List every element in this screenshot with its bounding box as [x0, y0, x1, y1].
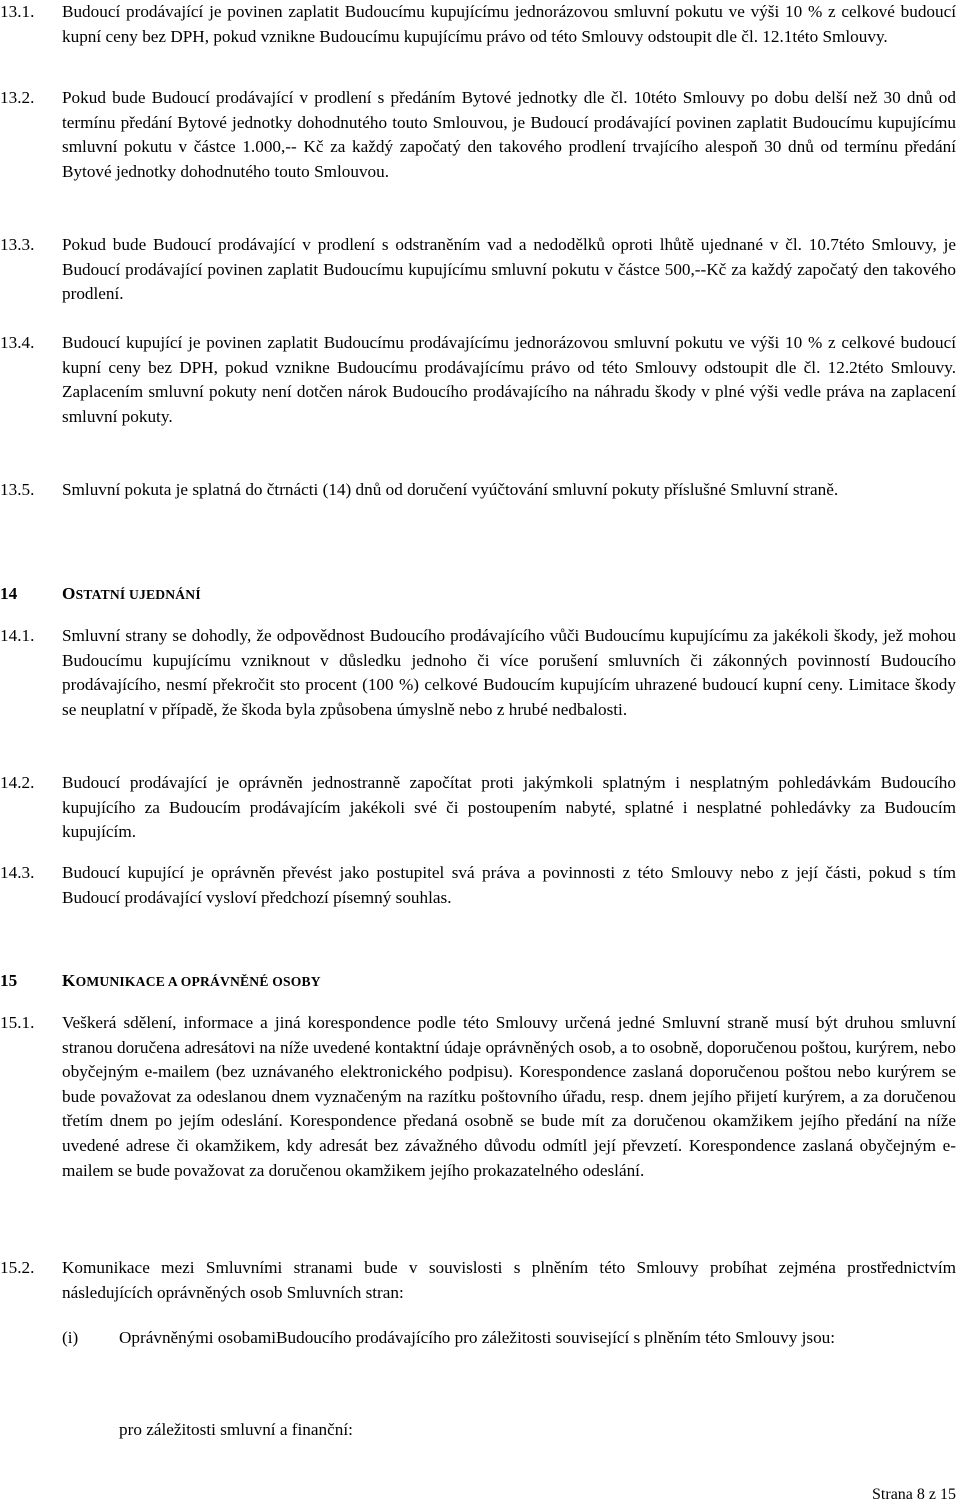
paragraph-text: Veškerá sdělení, informace a jiná korespondence podle této Smlouvy určená jedné Smluvní straně musí být druhou smluvní stranou doručena adresátovi na níže uvedené kontaktní údaje oprávněných osob, a to osobně, doporučenou poštou, kurýrem, nebo obyčejným e-mailem (bez uznávaného elektronického podpisu). Korespondence zaslaná doporučenou poštou nebo kurýrem se bude považovat za odeslanou dnem vyznačeným na razítku poštovního úřadu, resp. dnem jejího přijetí kurýrem, a za doručenou třetím dnem po jejím odeslání. Korespondence předaná osobně se bude mít za doručenou okamžikem jejího předání na níže uvedené adrese či okamžikem, kdy adresát bez závažného důvodu odmítl její převzetí. Korespondence zaslaná obyčejným e-mailem se bude považovat za doručenou okamžikem jejího prokazatelného odeslání. — [62, 1013, 956, 1180]
paragraph-15-1 — [0, 1011, 956, 1183]
paragraph-number: 13.1. — [0, 2, 35, 21]
subitem-text: Oprávněnými osobamiBudoucího prodávajícího pro záležitosti související s plněním této Smlouvy jsou: — [119, 1328, 836, 1347]
paragraph-text: Budoucí kupující je povinen zaplatit Budoucímu prodávajícímu jednorázovou smluvní pokutu ve výši 10 % z celkové budoucí kupní ceny bez DPH, pokud vznikne Budoucímu prodávajícímu právo od této Smlouvy odstoupit dle čl. 12.2této Smlouvy. Zaplacením smluvní pokuty není dotčen nárok Budoucího prodávajícího na náhradu škody v plné výši vedle práva na zaplacení smluvní pokuty. — [62, 333, 956, 426]
paragraph-text: Budoucí prodávající je povinen zaplatit Budoucímu kupujícímu jednorázovou smluvní pokutu ve výši 10 % z celkové budoucí kupní ceny bez DPH, pokud vznikne Budoucímu kupujícímu právo od této Smlouvy odstoupit dle čl. 12.1této Smlouvy. — [62, 2, 956, 46]
paragraph-text: Budoucí prodávající je oprávněn jednostranně započítat proti jakýmkoli splatným i nesplatným pohledávkám Budoucího kupujícího za Budoucím prodávajícím jakékoli své či postoupením nabyté, splatné i nesplatné pohledávky za Budoucím kupujícím. — [62, 773, 956, 842]
section-title: KOMUNIKACE A OPRÁVNĚNÉ OSOBY — [62, 971, 321, 990]
paragraph-text: Pokud bude Budoucí prodávající v prodlení s předáním Bytové jednotky dle čl. 10této Smlouvy po dobu delší než 30 dnů od termínu předání Bytové jednotky dohodnutého touto Smlouvou, je Budoucí prodávající povinen zaplatit Budoucímu kupujícímu smluvní pokutu v částce 1.000,-- Kč za každý započatý den takového prodlení trvajícího alespoň 30 dnů od termínu předání Bytové jednotky dohodnutého touto Smlouvou. — [62, 88, 956, 181]
paragraph-14-3 — [0, 861, 956, 910]
paragraph-text: Smluvní strany se dohodly, že odpovědnost Budoucího prodávajícího vůči Budoucímu kupujícímu za jakékoli škody, jež mohou Budoucímu kupujícímu vzniknout v důsledku jednoho či více porušení smluvních či zákonných povinností Budoucího prodávajícího, nesmí překročit sto procent (100 %) celkové Budoucím kupujícím uhrazené budoucí kupní ceny. Limitace škody se neuplatní v případě, že škoda byla způsobena úmyslně nebo z hrubé nedbalosti. — [62, 626, 956, 719]
section-title: OSTATNÍ UJEDNÁNÍ — [62, 584, 201, 603]
plain-line: pro záležitosti smluvní a finanční: — [119, 1420, 353, 1439]
paragraph-13-1 — [0, 0, 956, 49]
paragraph-13-5 — [0, 478, 956, 503]
paragraph-number: 14.2. — [0, 773, 35, 792]
paragraph-number: 13.5. — [0, 480, 35, 499]
paragraph-13-3 — [0, 233, 956, 307]
paragraph-number: 14.3. — [0, 863, 35, 882]
paragraph-number: 15.1. — [0, 1013, 35, 1032]
paragraph-number: 13.3. — [0, 235, 35, 254]
paragraph-14-1 — [0, 624, 956, 722]
subitem-i — [62, 1326, 956, 1351]
paragraph-15-2 — [0, 1256, 956, 1305]
paragraph-13-4 — [0, 331, 956, 429]
paragraph-text: Budoucí kupující je oprávněn převést jako postupitel svá práva a povinnosti z této Smlouvy nebo z její části, pokud s tím Budoucí prodávající vysloví předchozí písemný souhlas. — [62, 863, 956, 907]
paragraph-number: 13.2. — [0, 88, 35, 107]
section-number: 14 — [0, 584, 18, 603]
page-number-footer: Strana 8 z 15 — [872, 1486, 956, 1503]
paragraph-number: 15.2. — [0, 1258, 35, 1277]
paragraph-text: Komunikace mezi Smluvními stranami bude v souvislosti s plněním této Smlouvy probíhat zejména prostřednictvím následujících oprávněných osob Smluvních stran: — [62, 1258, 956, 1302]
section-number: 15 — [0, 971, 18, 990]
paragraph-14-2 — [0, 771, 956, 845]
paragraph-text: Pokud bude Budoucí prodávající v prodlení s odstraněním vad a nedodělků oproti lhůtě ujednané v čl. 10.7této Smlouvy, je Budoucí prodávající povinen zaplatit Budoucímu kupujícímu smluvní pokutu v částce 500,--Kč za každý započatý den takového prodlení. — [62, 235, 956, 304]
paragraph-13-2 — [0, 86, 956, 184]
paragraph-number: 14.1. — [0, 626, 35, 645]
paragraph-text: Smluvní pokuta je splatná do čtrnácti (14) dnů od doručení vyúčtování smluvní pokuty příslušné Smluvní straně. — [62, 480, 839, 499]
paragraph-number: 13.4. — [0, 333, 35, 352]
subitem-number: (i) — [62, 1328, 79, 1347]
